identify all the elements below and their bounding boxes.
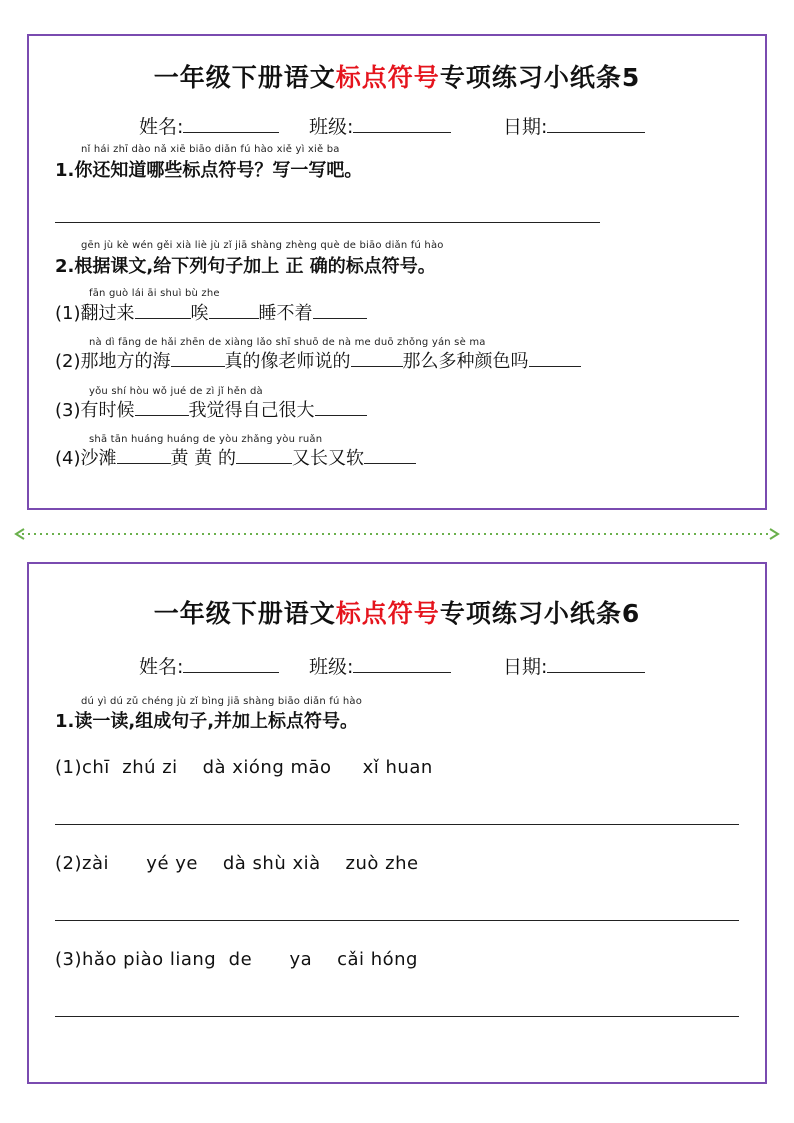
sentence-text: 那地方的海 — [80, 351, 171, 372]
punctuation-blank[interactable] — [351, 352, 403, 367]
pinyin-item-1: (1)chī zhú zi dà xióng māo xǐ huan — [55, 757, 433, 778]
sentence-4 — [55, 444, 416, 470]
title-suffix: 专项练习小纸条6 — [439, 599, 641, 628]
answer-line[interactable] — [55, 920, 739, 921]
name-blank[interactable] — [183, 656, 279, 673]
title-highlight: 标点符号 — [335, 599, 440, 628]
item-number: (1) — [55, 303, 81, 324]
sentence-text: 翻过来 — [80, 303, 135, 324]
punctuation-blank[interactable] — [135, 401, 189, 416]
sentence-1 — [55, 299, 367, 325]
punctuation-blank[interactable] — [313, 304, 367, 319]
punctuation-blank[interactable] — [171, 352, 225, 367]
sentence-3-pinyin: yǒu shí hòu wǒ jué de zì jǐ hěn dà — [89, 386, 263, 397]
question-1-text: 1.你还知道哪些标点符号？写一写吧。 — [55, 160, 363, 181]
title-prefix: 一年级下册语文 — [153, 599, 336, 628]
question-1-text: 1.读一读,组成句子,并加上标点符号。 — [55, 711, 359, 732]
sentence-text: 那么多种颜色吗 — [402, 351, 529, 372]
question-1-pinyin: dú yì dú zǔ chéng jù zǐ bìng jiā shàng biāo diǎn fú hào — [81, 696, 363, 707]
answer-line[interactable] — [55, 824, 739, 825]
sentence-text: 黄 黄 的 — [170, 448, 236, 469]
card-title — [29, 594, 765, 630]
sentence-text: 睡不着 — [258, 303, 313, 324]
date-blank[interactable] — [547, 116, 645, 133]
punctuation-blank[interactable] — [236, 449, 292, 464]
worksheet-card-5 — [27, 34, 767, 510]
title-suffix: 专项练习小纸条5 — [439, 63, 641, 92]
title-highlight: 标点符号 — [335, 63, 440, 92]
worksheet-card-6 — [27, 562, 767, 1084]
pinyin-item-2: (2)zài yé ye dà shù xià zuò zhe — [55, 853, 419, 874]
sentence-2 — [55, 347, 581, 373]
date-blank[interactable] — [547, 656, 645, 673]
name-label: 姓名: — [139, 116, 184, 138]
card-title — [29, 58, 765, 94]
sentence-text: 又长又软 — [291, 448, 364, 469]
punctuation-blank[interactable] — [315, 401, 367, 416]
date-field[interactable] — [503, 652, 645, 679]
sentence-1-pinyin: fān guò lái āi shuì bù zhe — [89, 288, 220, 299]
punctuation-blank[interactable] — [529, 352, 581, 367]
right-arrow-icon — [770, 529, 778, 539]
punctuation-blank[interactable] — [209, 304, 259, 319]
class-blank[interactable] — [353, 656, 451, 673]
sentence-text: 真的像老师说的 — [224, 351, 351, 372]
date-label: 日期: — [503, 656, 548, 678]
sentence-3 — [55, 396, 367, 422]
name-blank[interactable] — [183, 116, 279, 133]
date-field[interactable] — [503, 112, 645, 139]
class-blank[interactable] — [353, 116, 451, 133]
sentence-text: 唉 — [190, 303, 209, 324]
answer-line[interactable] — [55, 1016, 739, 1017]
name-field[interactable] — [139, 652, 279, 679]
question-2-pinyin: gēn jù kè wén gěi xià liè jù zǐ jiā shàng zhèng què de biāo diǎn fú hào — [81, 240, 444, 251]
name-label: 姓名: — [139, 656, 184, 678]
question-2-text: 2.根据课文,给下列句子加上 正 确的标点符号。 — [55, 256, 436, 277]
sentence-2-pinyin: nà dì fāng de hǎi zhēn de xiàng lǎo shī shuō de nà me duō zhǒng yán sè ma — [89, 337, 486, 348]
punctuation-blank[interactable] — [117, 449, 171, 464]
item-number: (2) — [55, 351, 81, 372]
class-label: 班级: — [309, 656, 354, 678]
title-prefix: 一年级下册语文 — [153, 63, 336, 92]
date-label: 日期: — [503, 116, 548, 138]
answer-line[interactable] — [55, 222, 600, 223]
class-field[interactable] — [309, 652, 451, 679]
class-label: 班级: — [309, 116, 354, 138]
item-number: (3) — [55, 400, 81, 421]
sentence-text: 沙滩 — [80, 448, 117, 469]
sentence-text: 我觉得自己很大 — [188, 400, 315, 421]
sentence-4-pinyin: shā tān huáng huáng de yòu zhǎng yòu ruǎn — [89, 434, 323, 445]
name-field[interactable] — [139, 112, 279, 139]
question-1-pinyin: nǐ hái zhī dào nǎ xiē biāo diǎn fú hào xiě yì xiě ba — [81, 144, 340, 155]
pinyin-item-3: (3)hǎo piào liang de ya cǎi hóng — [55, 949, 418, 970]
dotted-divider — [14, 528, 780, 540]
item-number: (4) — [55, 448, 81, 469]
class-field[interactable] — [309, 112, 451, 139]
sentence-text: 有时候 — [80, 400, 135, 421]
punctuation-blank[interactable] — [364, 449, 416, 464]
punctuation-blank[interactable] — [135, 304, 191, 319]
